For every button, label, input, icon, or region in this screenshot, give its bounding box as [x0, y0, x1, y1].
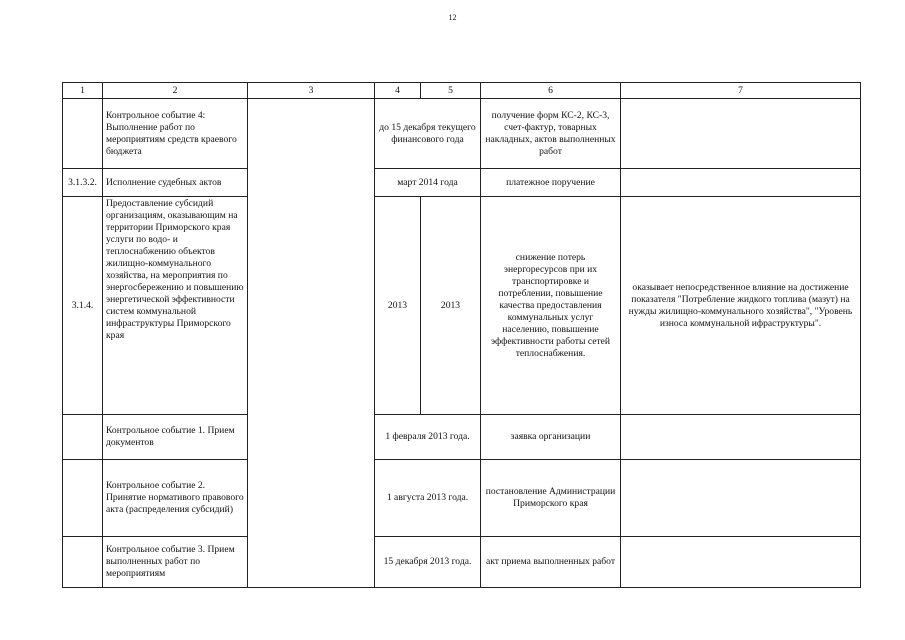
event-name-cell: Контрольное событие 2. Принятие нормативого правового акта (распределения субсидий) — [103, 460, 248, 537]
event-name-cell: Контрольное событие 3. Прием выполненных работ по мероприятиям — [103, 537, 248, 588]
row-number-cell — [63, 99, 103, 169]
header-cell: 6 — [481, 83, 621, 99]
header-cell: 3 — [248, 83, 375, 99]
indicator-cell — [621, 460, 861, 537]
result-cell: снижение потерь энергоресурсов при их транспортировке и потреблении, повышение качества предоставления коммунальных услуг населению, повышение эффективности работы сетей теплоснабжения. — [481, 197, 621, 415]
table-row — [63, 197, 861, 415]
row-number-cell — [63, 460, 103, 537]
deadline-cell: 1 августа 2013 года. — [375, 460, 481, 537]
table-row — [63, 169, 861, 197]
indicator-cell — [621, 169, 861, 197]
table-row — [63, 537, 861, 588]
indicator-cell — [621, 537, 861, 588]
row-number-cell: 3.1.4. — [63, 197, 103, 415]
deadline-cell: март 2014 года — [375, 169, 481, 197]
event-name-cell: Исполнение судебных актов — [103, 169, 248, 197]
indicator-cell — [621, 415, 861, 460]
header-cell: 4 — [375, 83, 421, 99]
table-header-row — [63, 83, 861, 99]
table-row — [63, 99, 861, 169]
indicator-cell — [621, 99, 861, 169]
table-row — [63, 460, 861, 537]
header-cell: 2 — [103, 83, 248, 99]
event-name-cell: Контрольное событие 4: Выполнение работ по мероприятиям средств краевого бюджета — [103, 99, 248, 169]
result-cell: заявка организации — [481, 415, 621, 460]
activities-table — [62, 82, 861, 588]
result-cell: акт приема выполненных работ — [481, 537, 621, 588]
header-cell: 7 — [621, 83, 861, 99]
deadline-cell: 15 декабря 2013 года. — [375, 537, 481, 588]
deadline-cell: до 15 декабря текущего финансового года — [375, 99, 481, 169]
event-name-cell: Предоставление субсидий организациям, оказывающим на территории Приморского края услуги по водо- и теплоснабжению объектов жилищно-коммунального хозяйства, на мероприятия по энергосбережению и повышению энергетической эффективности систем коммунальной инфраструктуры Приморского края — [103, 197, 248, 415]
deadline-cell: 1 февраля 2013 года. — [375, 415, 481, 460]
header-cell: 1 — [63, 83, 103, 99]
end-year-cell: 2013 — [421, 197, 481, 415]
indicator-cell: оказывает непосредственное влияние на достижение показателя "Потребление жидкого топлива (мазут) на нужды жилищно-коммунального хозяйства", "Уровень износа коммунальной ифраструктуры". — [621, 197, 861, 415]
event-name-cell: Контрольное событие 1. Прием документов — [103, 415, 248, 460]
result-cell: постановление Администрации Приморского края — [481, 460, 621, 537]
start-year-cell: 2013 — [375, 197, 421, 415]
page-number: 12 — [448, 13, 457, 22]
result-cell: платежное поручение — [481, 169, 621, 197]
executor-cell — [248, 99, 375, 588]
row-number-cell — [63, 415, 103, 460]
row-number-cell — [63, 537, 103, 588]
row-number-cell: 3.1.3.2. — [63, 169, 103, 197]
result-cell: получение форм КС-2, КС-3, счет-фактур, товарных накладных, актов выполненных работ — [481, 99, 621, 169]
table-row — [63, 415, 861, 460]
header-cell: 5 — [421, 83, 481, 99]
